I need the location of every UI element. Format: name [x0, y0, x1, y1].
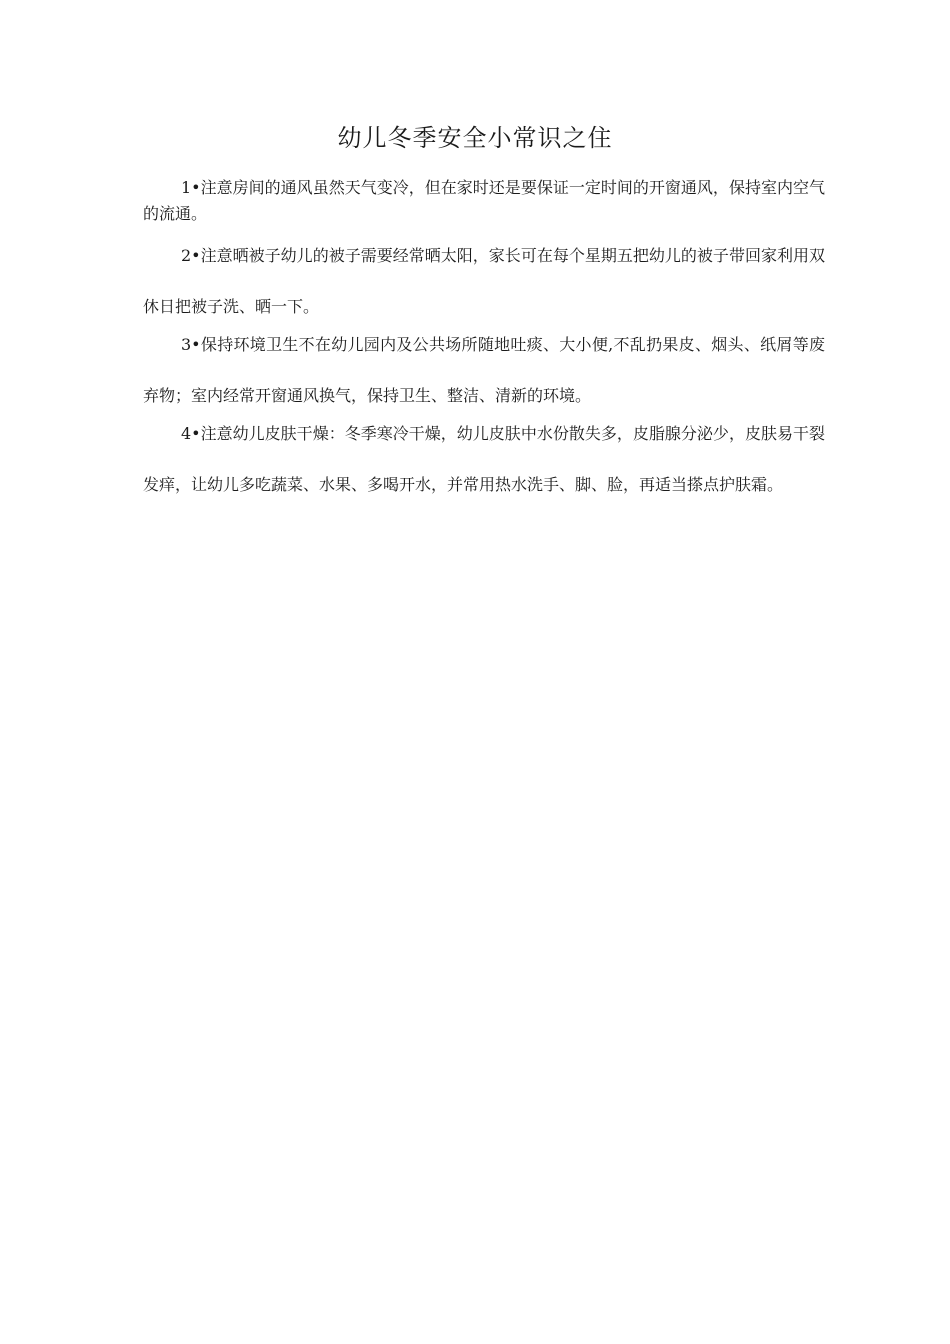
paragraph-ventilation: 1•注意房间的通风虽然天气变冷，但在家时还是要保证一定时间的开窗通风，保持室内空气的流通。	[143, 178, 825, 223]
document-body	[143, 175, 825, 506]
document-title: 幼儿冬季安全小常识之住	[337, 124, 613, 152]
paragraph-skin-care: 4•注意幼儿皮肤干燥：冬季寒冷干燥，幼儿皮肤中水份散失多，皮脂腺分泌少，皮肤易干裂发痒，让幼儿多吃蔬菜、水果、多喝开水，并常用热水洗手、脚、脸，再适当搽点护肤霜。	[143, 424, 825, 494]
paragraph-bedding: 2•注意晒被子幼儿的被子需要经常晒太阳，家长可在每个星期五把幼儿的被子带回家利用双休日把被子洗、晒一下。	[143, 246, 825, 316]
paragraph-hygiene: 3•保持环境卫生不在幼儿园内及公共场所随地吐痰、大小便,不乱扔果皮、烟头、纸屑等废弃物；室内经常开窗通风换气，保持卫生、整洁、清新的环境。	[143, 335, 825, 405]
